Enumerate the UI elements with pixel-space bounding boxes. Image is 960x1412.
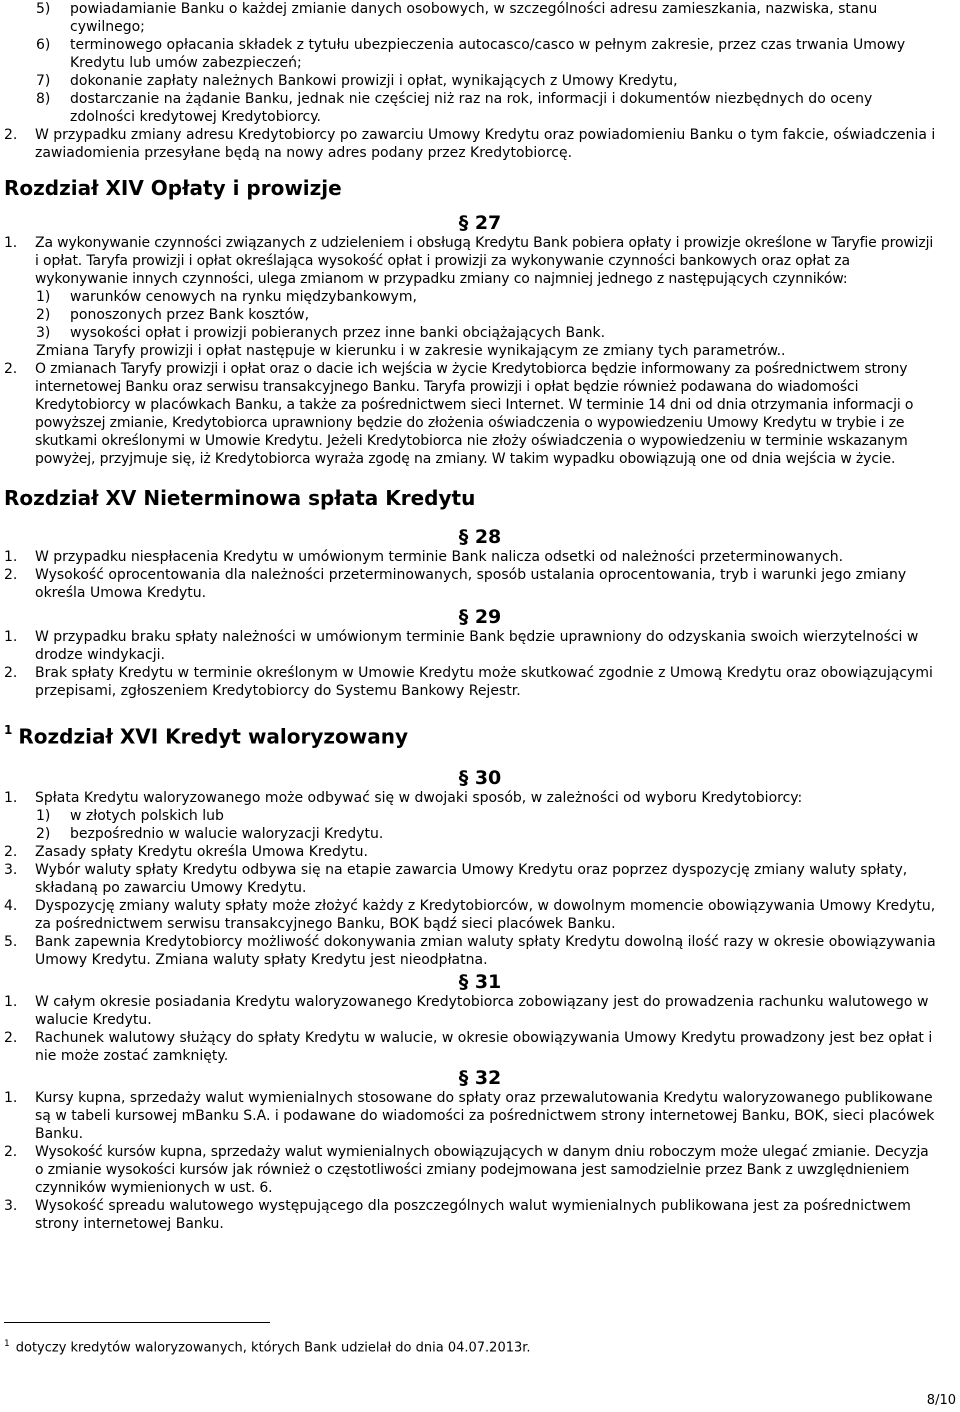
list-item: 1) w złotych polskich lub	[36, 807, 224, 824]
paragraph: 3. Wysokość spreadu walutowego występującego dla poszczególnych walut wymienialnych publikowana jest za pośrednictwem strony internetowej Banku.	[4, 1197, 911, 1232]
list-item: 2) ponoszonych przez Bank kosztów,	[36, 307, 310, 323]
list-item: 3) wysokości opłat i prowizji pobieranych przez inne banki obciążających Bank.	[36, 325, 606, 341]
section-heading: § 30	[458, 766, 502, 789]
intro-list	[0, 0, 960, 162]
list-item: 5) powiadamianie Banku o każdej zmianie danych osobowych, w szczególności adresu zamieszkania, nazwiska, stanu cywilnego;	[36, 1, 878, 35]
section-heading: § 32	[458, 1066, 502, 1089]
footnote-separator	[4, 1322, 270, 1323]
paragraph: 1. W przypadku niespłacenia Kredytu w umówionym terminie Bank nalicza odsetki od należności przeterminowanych.	[4, 549, 844, 565]
paragraph: 1. Kursy kupna, sprzedaży walut wymienialnych stosowane do spłaty oraz przewalutowania Kredytu waloryzowanego publikowane są w tabeli kursowej mBanku S.A. i podawane do wiadomości za pośrednictwem strony internetowej Banku, BOK, sieci placówek Banku.	[4, 1089, 935, 1142]
section-heading: § 28	[458, 526, 502, 548]
paragraph: 2. Wysokość oprocentowania dla należności przeterminowanych, sposób ustalania oprocentowania, tryb i warunki jego zmiany określa Umowa Kredytu.	[4, 567, 907, 601]
paragraph: 2. W przypadku zmiany adresu Kredytobiorcy po zawarciu Umowy Kredytu oraz powiadomieniu Banku o tym fakcie, oświadczenia i zawiadomienia przesyłane będą na nowy adres podany przez Kredytobiorcę.	[4, 127, 936, 161]
paragraph: 1. W przypadku braku spłaty należności w umówionym terminie Bank będzie uprawniony do odzyskania swoich wierzytelności w drodze windykacji.	[4, 629, 919, 663]
paragraph: 1. Spłata Kredytu waloryzowanego może odbywać się w dwojaki sposób, w zależności od wyboru Kredytobiorcy:	[4, 789, 803, 806]
paragraph: 4. Dyspozycję zmiany waluty spłaty może złożyć każdy z Kredytobiorców, w dowolnym momencie obowiązywania Umowy Kredytu, za pośrednictwem serwisu transakcyjnego Banku, BOK bądź sieci placówek Banku.	[4, 897, 936, 932]
paragraph-continuation: Zmiana Taryfy prowizji i opłat następuje w kierunku i w zakresie wynikającym ze zmiany tych parametrów..	[36, 343, 786, 359]
paragraph: 2. Brak spłaty Kredytu w terminie określonym w Umowie Kredytu może skutkować zgodnie z Umową Kredytu oraz obowiązującymi przepisami, zgłoszeniem Kredytobiorcy do Systemu Bankowy Rejestr.	[4, 665, 933, 699]
paragraph: 1. Za wykonywanie czynności związanych z udzieleniem i obsługą Kredytu Bank pobiera opłaty i prowizje określone w Taryfie prowizji i opłat. Taryfa prowizji i opłat określająca wysokość opłat i prowizji za wykonywanie czynności bankowych oraz opłat za wykonywanie innych czynności, ulega zmianom w przypadku zmiany co najmniej jednego z następujących czynników:	[4, 235, 934, 287]
paragraph: 3. Wybór waluty spłaty Kredytu odbywa się na etapie zawarcia Umowy Kredytu oraz poprzez dyspozycję zmiany waluty spłaty, składaną po zawarciu Umowy Kredytu.	[4, 861, 908, 896]
chapter-title: $^1$ Rozdział XVI Kredyt waloryzowany	[4, 723, 409, 749]
list-item: 1) warunków cenowych na rynku międzybankowym,	[36, 289, 417, 305]
section-heading: § 31	[458, 970, 502, 993]
page-number: 8/10	[926, 1393, 956, 1408]
section-heading: § 27	[458, 212, 502, 234]
paragraph: 1. W całym okresie posiadania Kredytu waloryzowanego Kredytobiorca zobowiązany jest do prowadzenia rachunku walutowego w walucie Kredytu.	[4, 993, 929, 1028]
paragraph: 2. O zmianach Taryfy prowizji i opłat oraz o dacie ich wejścia w życie Kredytobiorca będzie informowany za pośrednictwem strony internetowej Banku oraz serwisu transakcyjnego Banku. Taryfa prowizji i opłat będzie również podawana do wiadomości Kredytobiorcy w placówkach Banku, a także za pośrednictwem sieci Internet. W terminie 14 dni od dnia otrzymania informacji o powyższej zmianie, Kredytobiorca uprawniony będzie do złożenia oświadczenia o wypowiedzeniu Umowy Kredytu w trybie i ze skutkami określonymi w Umowie Kredytu. Jeżeli Kredytobiorca nie złoży oświadczenia o wypowiedzeniu w terminie wskazanym powyżej, przyjmuje się, iż Kredytobiorca wyraża zgodę na zmiany. W takim wypadku obowiązują one od dnia wejścia w życie.	[4, 361, 914, 467]
footnote-marker: 1	[4, 723, 13, 737]
chapter-title: Rozdział XIV Opłaty i prowizje	[4, 176, 342, 200]
paragraph: 2. Wysokość kursów kupna, sprzedaży walut wymienialnych obowiązujących w danym dniu roboczym może ulegać zmianie. Decyzja o zmianie wysokości kursów jak również o częstotliwości zmiany podejmowana jest samodzielnie przez Bank z uwzględnieniem czynników wymienionych w ust. 6.	[4, 1143, 929, 1196]
paragraph: 2. Rachunek walutowy służący do spłaty Kredytu w walucie, w okresie obowiązywania Umowy Kredytu prowadzony jest bez opłat i nie może zostać zamknięty.	[4, 1029, 933, 1064]
footnote-marker: 1	[4, 1339, 10, 1349]
paragraph: 2. Zasady spłaty Kredytu określa Umowa Kredytu.	[4, 843, 368, 860]
chapter-title: Rozdział XV Nieterminowa spłata Kredytu	[4, 486, 476, 510]
list-item: 2) bezpośrednio w walucie waloryzacji Kredytu.	[36, 825, 384, 842]
footnote: $^1$ dotyczy kredytów waloryzowanych, których Bank udzielał do dnia 04.07.2013r.	[4, 1339, 531, 1356]
list-item: 7) dokonanie zapłaty należnych Bankowi prowizji i opłat, wynikających z Umowy Kredytu,	[36, 73, 678, 89]
list-item: 6) terminowego opłacania składek z tytułu ubezpieczenia autocasco/casco w pełnym zakresie, przez czas trwania Umowy Kredytu lub umów zabezpieczeń;	[36, 37, 906, 71]
list-item: 8) dostarczanie na żądanie Banku, jednak nie częściej niż raz na rok, informacji i dokumentów niezbędnych do oceny zdolności kredytowej Kredytobiorcy.	[36, 91, 873, 125]
section-heading: § 29	[458, 606, 502, 628]
paragraph: 5. Bank zapewnia Kredytobiorcy możliwość dokonywania zmian waluty spłaty Kredytu dowolną ilość razy w okresie obowiązywania Umowy Kredytu. Zmiana waluty spłaty Kredytu jest nieodpłatna.	[4, 933, 936, 968]
